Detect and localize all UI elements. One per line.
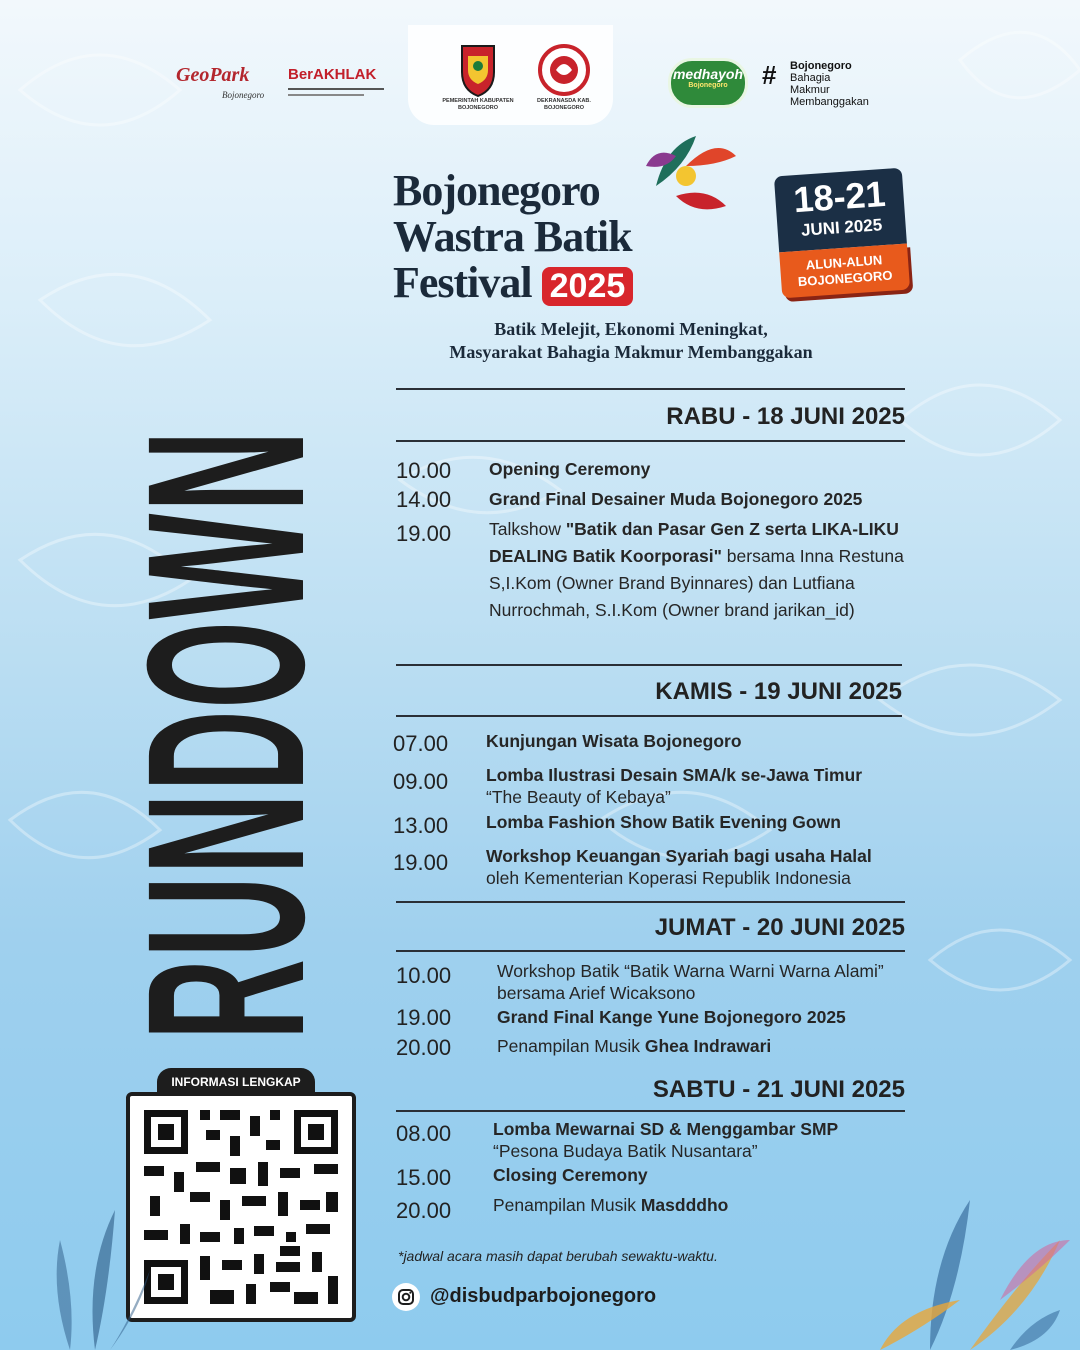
event-time: 07.00 — [393, 731, 449, 756]
instagram-icon[interactable] — [392, 1283, 420, 1311]
divider — [396, 440, 905, 442]
festival-year-badge: 2025 — [542, 267, 634, 306]
event-title-bold: Kunjungan Wisata Bojonegoro — [486, 731, 742, 751]
event-title — [489, 456, 650, 483]
hashtag-icon: # — [762, 60, 777, 90]
festival-title — [393, 168, 713, 306]
berakhlak-logo — [288, 66, 388, 106]
event-prefix: Penampilan Musik — [493, 1195, 641, 1215]
event-title-bold: Grand Final Desainer Muda Bojonegoro 2025 — [489, 489, 863, 509]
date-month: JUNI 2025 — [800, 215, 883, 240]
event-title — [489, 486, 862, 513]
event-time: 14.00 — [396, 487, 452, 512]
berakhlak-underline-2 — [288, 94, 364, 96]
event-prefix: Penampilan Musik — [497, 1036, 645, 1056]
tagline-line-1: Batik Melejit, Ekonomi Meningkat, — [494, 319, 768, 339]
hashtag-line-4: Membanggakan — [790, 96, 869, 108]
festival-title-line-3: Festival — [393, 258, 532, 307]
plant-left-decoration — [40, 1200, 150, 1350]
event-title — [486, 764, 862, 808]
event-time: 19.00 — [393, 850, 449, 875]
day-header-jumat: JUMAT - 20 JUNI 2025 — [654, 914, 905, 941]
event-title-bold: Lomba Fashion Show Batik Evening Gown — [486, 812, 841, 832]
event-sub: “The Beauty of Kebaya” — [486, 787, 671, 807]
pemkab-bojonegoro-logo — [428, 42, 528, 114]
event-time: 13.00 — [393, 813, 449, 838]
festival-title-line-2: Wastra Batik — [393, 212, 632, 261]
event-time: 19.00 — [396, 1005, 452, 1030]
medhayoh-logo-text: medhayoh — [672, 66, 743, 82]
qr-code[interactable] — [126, 1092, 356, 1322]
event-title-bold: Masdddho — [640, 1195, 729, 1215]
event-title — [486, 809, 841, 836]
event-title-bold: Closing Ceremony — [493, 1165, 648, 1185]
medhayoh-logo — [668, 58, 748, 108]
event-title — [486, 728, 742, 755]
dekranasda-logo — [522, 42, 606, 114]
event-time: 10.00 — [396, 963, 452, 988]
geopark-logo-text: GeoPark — [176, 64, 250, 86]
event-suffix: bersama Inna Restuna S,I.Kom (Owner Brand Byinnares) dan Lutfiana Nurrochmah, S.I.Kom (Owner brand jarikan_id) — [489, 546, 904, 620]
event-title-bold: Opening Ceremony — [489, 459, 651, 479]
event-time: 09.00 — [393, 769, 449, 794]
rundown-vertical-title: RUNDOWN — [101, 428, 351, 1040]
event-title — [497, 1004, 846, 1031]
divider — [396, 901, 905, 903]
event-plain: Workshop Batik “Batik Warna Warni Warna Alami” — [497, 961, 884, 981]
venue-line-1: ALUN-ALUN — [805, 252, 883, 273]
dekranasda-text: DEKRANASDA KAB. BOJONEGORO — [537, 98, 591, 111]
divider — [396, 715, 902, 717]
pemkab-text: PEMERINTAH KABUPATEN BOJONEGORO — [442, 98, 514, 111]
plant-right-decoration — [860, 1190, 1070, 1350]
event-title-bold: Workshop Keuangan Syariah bagi usaha Halal — [486, 846, 872, 866]
geopark-logo-sub: Bojonegoro — [222, 90, 265, 100]
hashtag-line-1: Bojonegoro — [790, 60, 852, 72]
tagline-line-2: Masyarakat Bahagia Makmur Membanggakan — [449, 342, 813, 362]
qr-label: INFORMASI LENGKAP — [157, 1068, 315, 1096]
divider — [396, 950, 905, 952]
event-title-bold: "Batik dan Pasar Gen Z serta LIKA-LIKU DEALING Batik Koorporasi" — [489, 519, 899, 566]
divider — [396, 664, 902, 666]
dekranasda-emblem-icon — [522, 42, 606, 98]
event-time: 19.00 — [396, 521, 452, 546]
hashtag-line-3: Makmur — [790, 84, 830, 96]
event-title — [497, 1033, 771, 1060]
event-title-bold: Grand Final Kange Yune Bojonegoro 2025 — [497, 1007, 846, 1027]
schedule-disclaimer: *jadwal acara masih dapat berubah sewaktu-waktu. — [398, 1248, 718, 1264]
event-prefix: Talkshow — [489, 519, 566, 539]
event-time: 20.00 — [396, 1035, 452, 1060]
date-range: 18-21 — [792, 172, 887, 221]
venue-line-2: BOJONEGORO — [797, 267, 893, 290]
event-sub: bersama Arief Wicaksono — [497, 983, 696, 1003]
medhayoh-logo-sub: Bojonegoro — [688, 82, 728, 89]
event-title — [497, 960, 884, 1004]
event-title-bold: Lomba Mewarnai SD & Menggambar SMP — [493, 1119, 839, 1139]
qr-code-icon — [130, 1096, 352, 1318]
divider — [396, 388, 905, 390]
instagram-handle-link[interactable]: @disbudparbojonegoro — [430, 1285, 657, 1307]
instagram-glyph-icon — [392, 1283, 420, 1311]
venue-badge — [779, 243, 910, 298]
event-title — [493, 1118, 838, 1162]
day-header-sabtu: SABTU - 21 JUNI 2025 — [652, 1076, 905, 1103]
geopark-logo — [176, 58, 268, 104]
berakhlak-underline — [288, 88, 384, 90]
hashtag-line-2: Bahagia — [790, 72, 831, 84]
event-title-bold: Lomba Ilustrasi Desain SMA/k se-Jawa Timur — [486, 765, 863, 785]
event-time: 15.00 — [396, 1165, 452, 1190]
date-badge — [774, 168, 910, 299]
tagline — [396, 318, 866, 364]
event-time: 10.00 — [396, 458, 452, 483]
divider — [396, 1110, 905, 1112]
hashtag-logo — [762, 60, 902, 110]
event-title — [486, 845, 872, 889]
event-title-talkshow — [489, 516, 909, 624]
berakhlak-logo-text: BerAKHLAK — [288, 66, 377, 83]
festival-title-line-1: Bojonegoro — [393, 166, 600, 215]
pemkab-crest-icon — [428, 42, 528, 98]
day-header-kamis: KAMIS - 19 JUNI 2025 — [655, 678, 902, 705]
event-time: 20.00 — [396, 1198, 452, 1223]
event-sub: oleh Kementerian Koperasi Republik Indonesia — [486, 868, 851, 888]
day-header-rabu: RABU - 18 JUNI 2025 — [666, 403, 905, 430]
event-title-bold: Ghea Indrawari — [644, 1036, 772, 1056]
event-sub: “Pesona Budaya Batik Nusantara” — [493, 1141, 758, 1161]
event-time: 08.00 — [396, 1121, 452, 1146]
event-title — [493, 1192, 728, 1219]
event-title — [493, 1162, 648, 1189]
